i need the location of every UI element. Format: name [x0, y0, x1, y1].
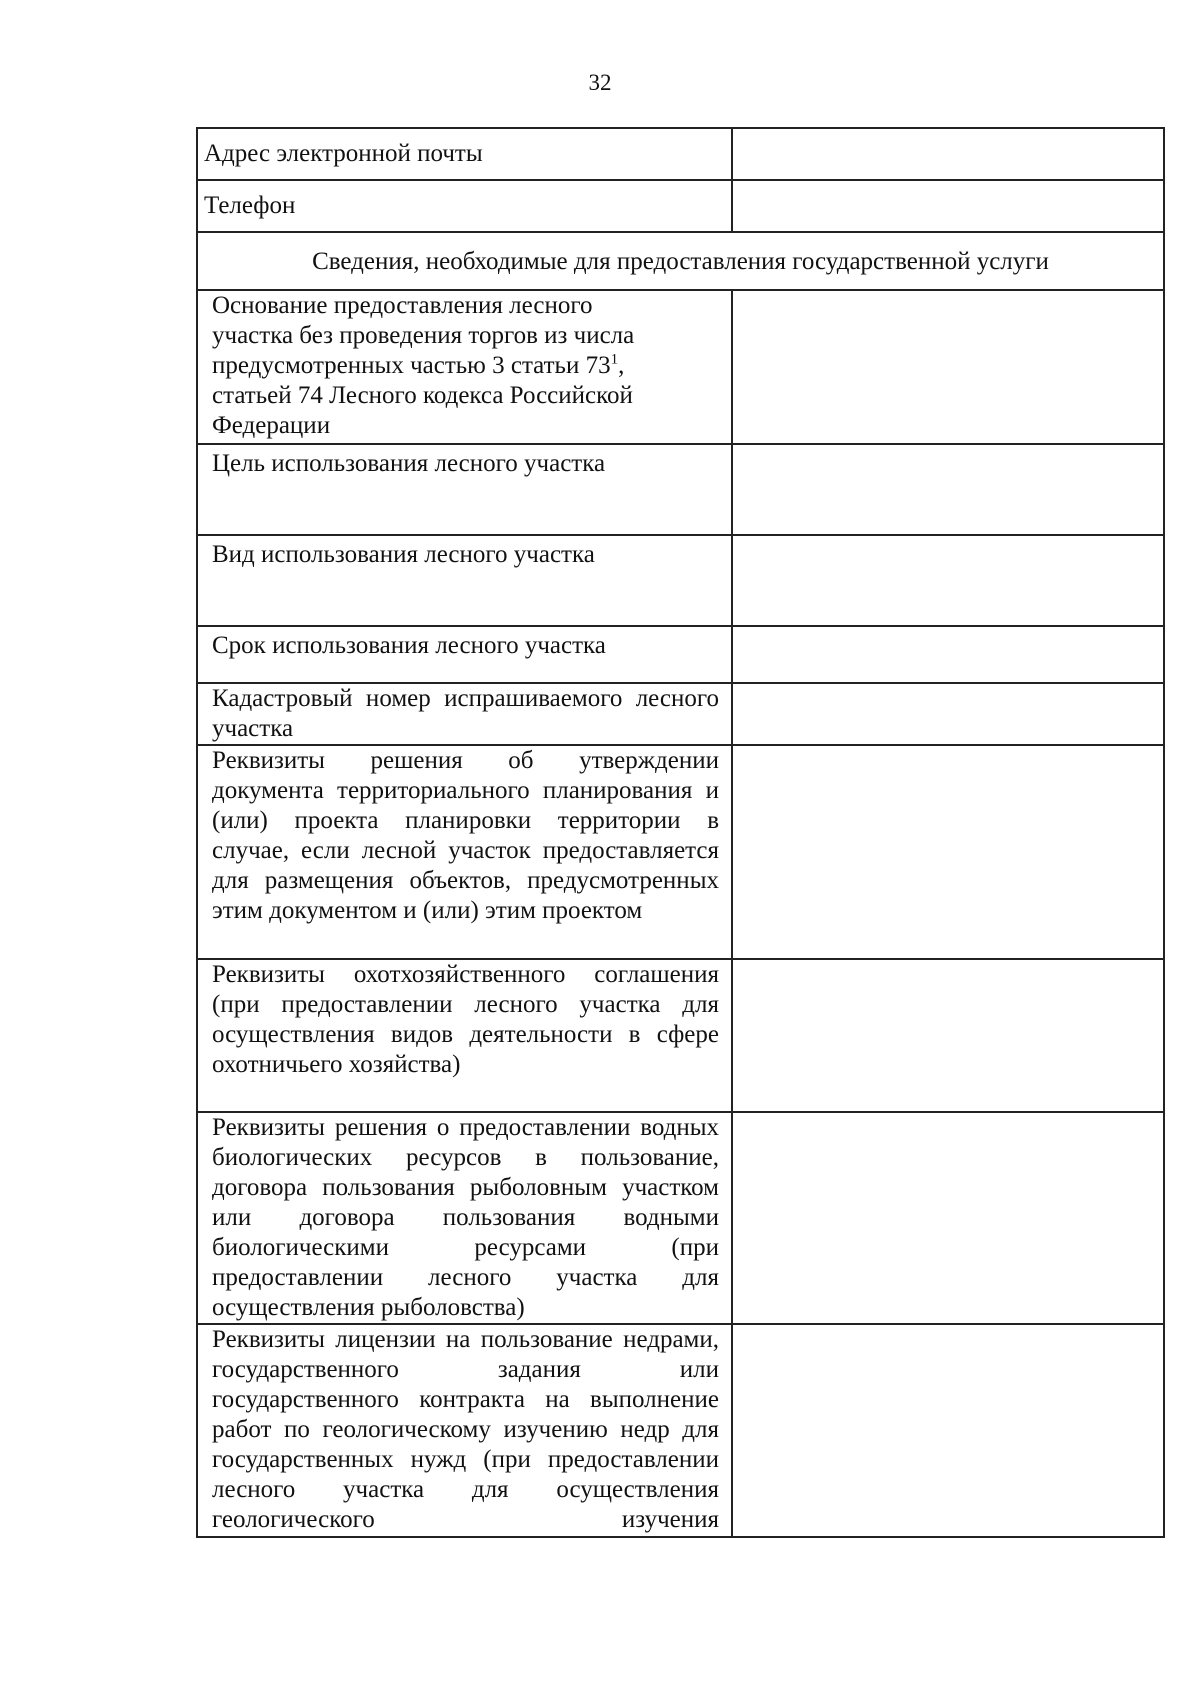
type-label: Вид использования лесного участка: [212, 541, 595, 568]
basis-label-superscript: 1: [610, 351, 619, 368]
basis-label-text-end: , статьей 74 Лесного кодекса Российской Федерации: [212, 352, 633, 439]
territorial-planning-value-cell[interactable]: [732, 745, 1164, 959]
phone-value-cell[interactable]: [732, 180, 1164, 232]
purpose-value-cell[interactable]: [732, 444, 1164, 535]
application-form-table: [196, 127, 1165, 1538]
hunting-agreement-label: Реквизиты охотхозяйственного соглашения (при предоставлении лесного участка для осуществления видов деятельности в сфере охотничьего хозяйства): [212, 961, 719, 1078]
hunting-agreement-value-cell[interactable]: [732, 959, 1164, 1112]
table-row-email: [197, 128, 1164, 180]
purpose-label: Цель использования лесного участка: [212, 450, 606, 477]
basis-label-cell: [197, 290, 732, 444]
email-value-cell[interactable]: [732, 128, 1164, 180]
section-title: Сведения, необходимые для предоставления государственной услуги: [312, 248, 1049, 275]
basis-label-text: Основание предоставления лесного участка без проведения торгов из числа предусмотренных частью 3 статьи 73: [212, 292, 635, 379]
territorial-planning-label: Реквизиты решения об утверждении документа территориального планирования и (или) проекта планировки территории в случае, если лесной участок предоставляется для размещения объектов, предусмотренных этим документом и (или) этим проектом: [212, 747, 719, 924]
table-row-territorial-planning: [197, 745, 1164, 959]
cadastral-label-cell: [197, 683, 732, 745]
table-row-hunting-agreement: [197, 959, 1164, 1112]
table-row-water-resources: [197, 1112, 1164, 1324]
cadastral-label: Кадастровый номер испрашиваемого лесного участка: [212, 685, 719, 742]
term-value-cell[interactable]: [732, 626, 1164, 683]
table-row-type: [197, 535, 1164, 626]
table-row-basis: [197, 290, 1164, 444]
territorial-planning-label-cell: [197, 745, 732, 959]
water-resources-label-cell: [197, 1112, 732, 1324]
term-label-cell: [197, 626, 732, 683]
table-row-purpose: [197, 444, 1164, 535]
email-label: Адрес электронной почты: [204, 140, 483, 167]
subsoil-value-cell[interactable]: [732, 1324, 1164, 1537]
table-row-subsoil: [197, 1324, 1164, 1537]
cadastral-value-cell[interactable]: [732, 683, 1164, 745]
table-row-section: [197, 232, 1164, 290]
table-row-term: [197, 626, 1164, 683]
table-row-phone: [197, 180, 1164, 232]
page-number: 32: [588, 70, 612, 95]
phone-label: Телефон: [204, 192, 296, 219]
water-resources-label: Реквизиты решения о предоставлении водных биологических ресурсов в пользование, договора пользования рыболовным участком или договора пользования водными биологическими ресурсами (при предоставлении лесного участка для осуществления рыболовства): [212, 1114, 719, 1321]
term-label: Срок использования лесного участка: [212, 632, 606, 659]
purpose-label-cell: [197, 444, 732, 535]
email-label-cell: [197, 128, 732, 180]
basis-label: [212, 291, 671, 441]
table-row-cadastral: [197, 683, 1164, 745]
type-label-cell: [197, 535, 732, 626]
basis-value-cell[interactable]: [732, 290, 1164, 444]
type-value-cell[interactable]: [732, 535, 1164, 626]
water-resources-value-cell[interactable]: [732, 1112, 1164, 1324]
subsoil-label: Реквизиты лицензии на пользование недрами, государственного задания или государственного контракта на выполнение работ по геологическому изучению недр для государственных нужд (при предоставлении лесного участка для осуществления геологического изучения: [212, 1326, 719, 1533]
section-title-cell: [197, 232, 1164, 290]
hunting-agreement-label-cell: [197, 959, 732, 1112]
subsoil-label-cell: [197, 1324, 732, 1537]
phone-label-cell: [197, 180, 732, 232]
